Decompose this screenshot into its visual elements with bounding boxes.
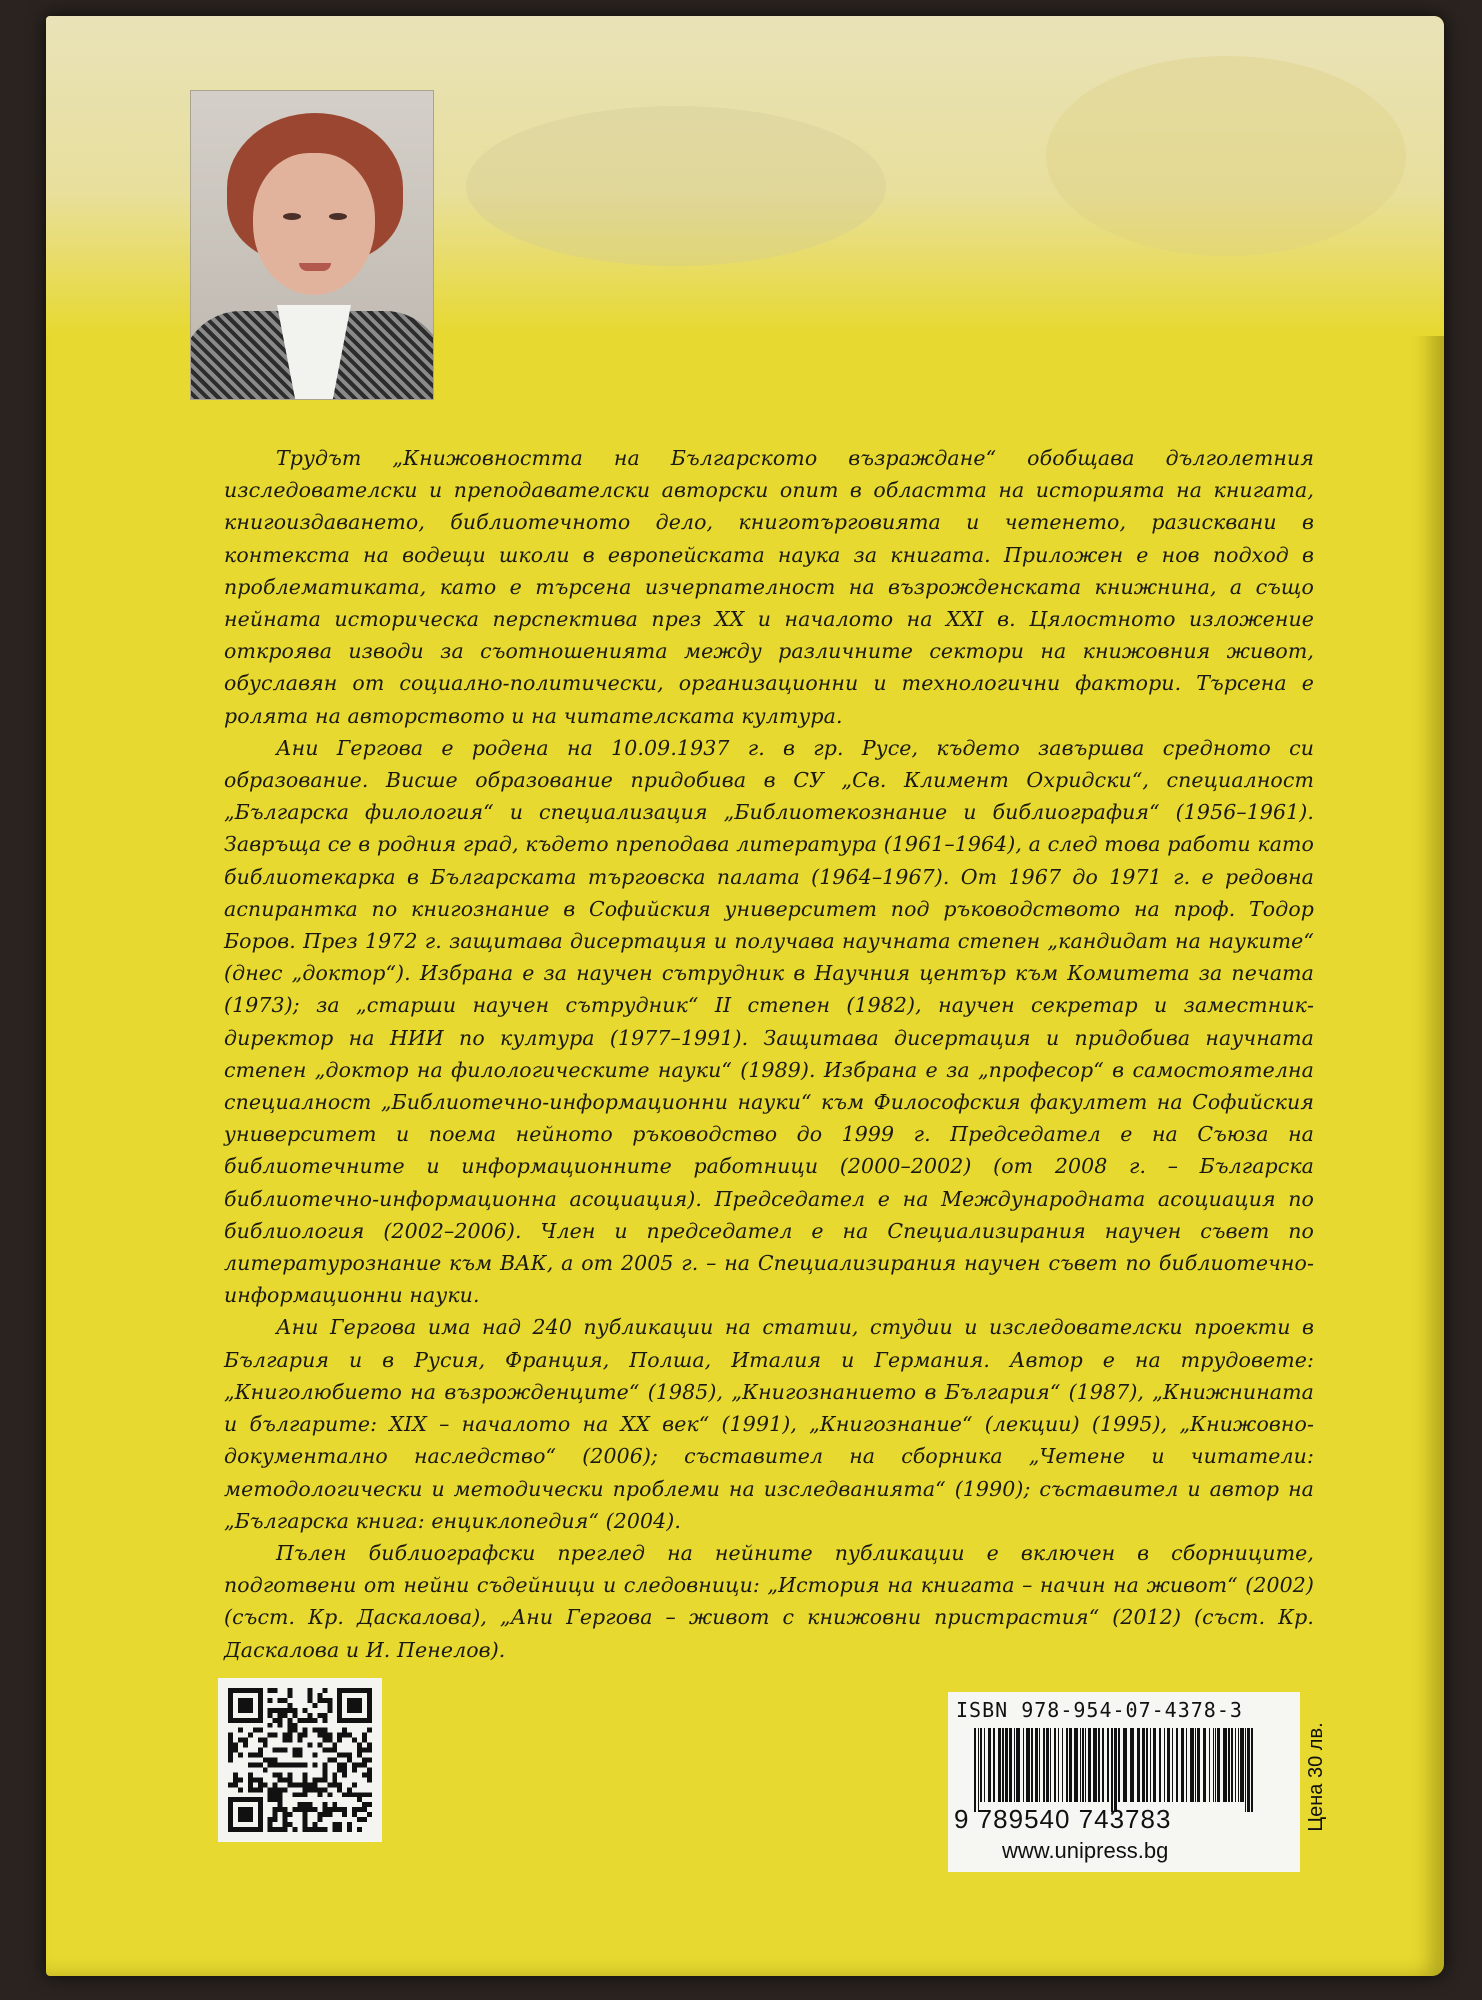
cover-stain	[466, 106, 886, 266]
photo-eye	[329, 213, 347, 220]
photo-mouth	[299, 263, 331, 271]
book-back-cover	[46, 16, 1444, 1976]
blurb-text	[224, 442, 1314, 1666]
barcode-digits: 9 789540 743783	[954, 1804, 1172, 1834]
isbn-text: ISBN 978-954-07-4378-3	[956, 1698, 1243, 1722]
blurb-paragraph: Пълен библиографски преглед на нейните публикации е включен в сборниците, подготвени от нейни съдейници и следовници: „История на книгата – начин на живот“ (2002) (съст. Кр. Даскалова), „Ани Гергова – живот с книжовни пристрастия“ (2012) (съст. Кр. Даскалова и И. Пенелов).	[224, 1540, 1314, 1662]
barcode-label	[948, 1692, 1327, 1872]
cover-stain	[1046, 56, 1406, 256]
barcode-bars-icon	[974, 1728, 1254, 1812]
photo-eye	[283, 213, 301, 220]
qr-code-icon	[228, 1688, 372, 1832]
price-label: Цена 30 лв.	[1305, 1722, 1327, 1832]
blurb-paragraph: Трудът „Книжовността на Българското възраждане“ обобщава дълголетния изследователски и преподавателски авторски опит в областта на историята на книгата, книгоиздаването, библиотечното дело, книготърговията и четенето, разисквани в контекста на водещи школи в европейската наука за книгата. Приложен е нов подход в проблематиката, като е търсена изчерпателност на възрожденската книжнина, а също нейната историческа перспектива през XX и началото на XXI в. Цялостното изложение откроява изводи за съотношенията между различните сектори на книжовния живот, обуславян от социално-политически, организационни и технологични фактори. Търсена е ролята на авторството и на читателската култура.	[224, 446, 1314, 728]
qr-code	[218, 1678, 382, 1842]
publisher-website: www.unipress.bg	[1002, 1838, 1169, 1863]
blurb-paragraph: Ани Гергова е родена на 10.09.1937 г. в гр. Русе, където завършва средното си образование. Висше образование придобива в СУ „Св. Климент Охридски“, специалност „Българска филология“ и специализация „Библиотекознание и библиография“ (1956–1961). Завръща се в родния град, където преподава литература (1961–1964), а след това работи като библиотекарка в Българската търговска палата (1964–1967). От 1967 до 1971 г. е редовна аспирантка по книгознание в Софийския университет под ръководството на проф. Тодор Боров. През 1972 г. защитава дисертация и получава научната степен „кандидат на науките“ (днес „доктор“). Избрана е за научен сътрудник в Научния център към Комитета за печата (1973); за „старши научен сътрудник“ II степен (1982), научен секретар и заместник-директор на НИИ по култура (1977–1991). Защитава дисертация и придобива научната степен „доктор на филологическите науки“ (1989). Избрана е за „професор“ в самостоятелна специалност „Библиотечно-информационни науки“ към Философския факултет на Софийския университет и поема нейното ръководство до 1999 г. Председател е на Съюза на библиотечните и информационните работници (2000–2002) (от 2008 г. – Българска библиотечно-информационна асоциация). Председател е на Международната асоциация по библиология (2002–2006). Член и председател е на Специализирания научен съвет по литературознание към ВАК, а от 2005 г. – на Специализирания научен съвет по библиотечно-информационни науки.	[224, 735, 1314, 1308]
author-photo	[190, 90, 434, 400]
photo-face	[253, 153, 375, 295]
blurb-paragraph: Ани Гергова има над 240 публикации на статии, студии и изследователски проекти в България и в Русия, Франция, Полша, Италия и Германия. Автор е на трудовете: „Книголюбието на възрожденците“ (1985), „Книгознанието в България“ (1987), „Книжнината и българите: XIX – началото на XX век“ (1991), „Книгознание“ (лекции) (1995), „Книжовно-документално наследство“ (2006); съставител на сборника „Четене и читатели: методологически и методически проблеми на изследванията“ (1990); съставител и автор на „Българска книга: енциклопедия“ (2004).	[224, 1315, 1314, 1533]
